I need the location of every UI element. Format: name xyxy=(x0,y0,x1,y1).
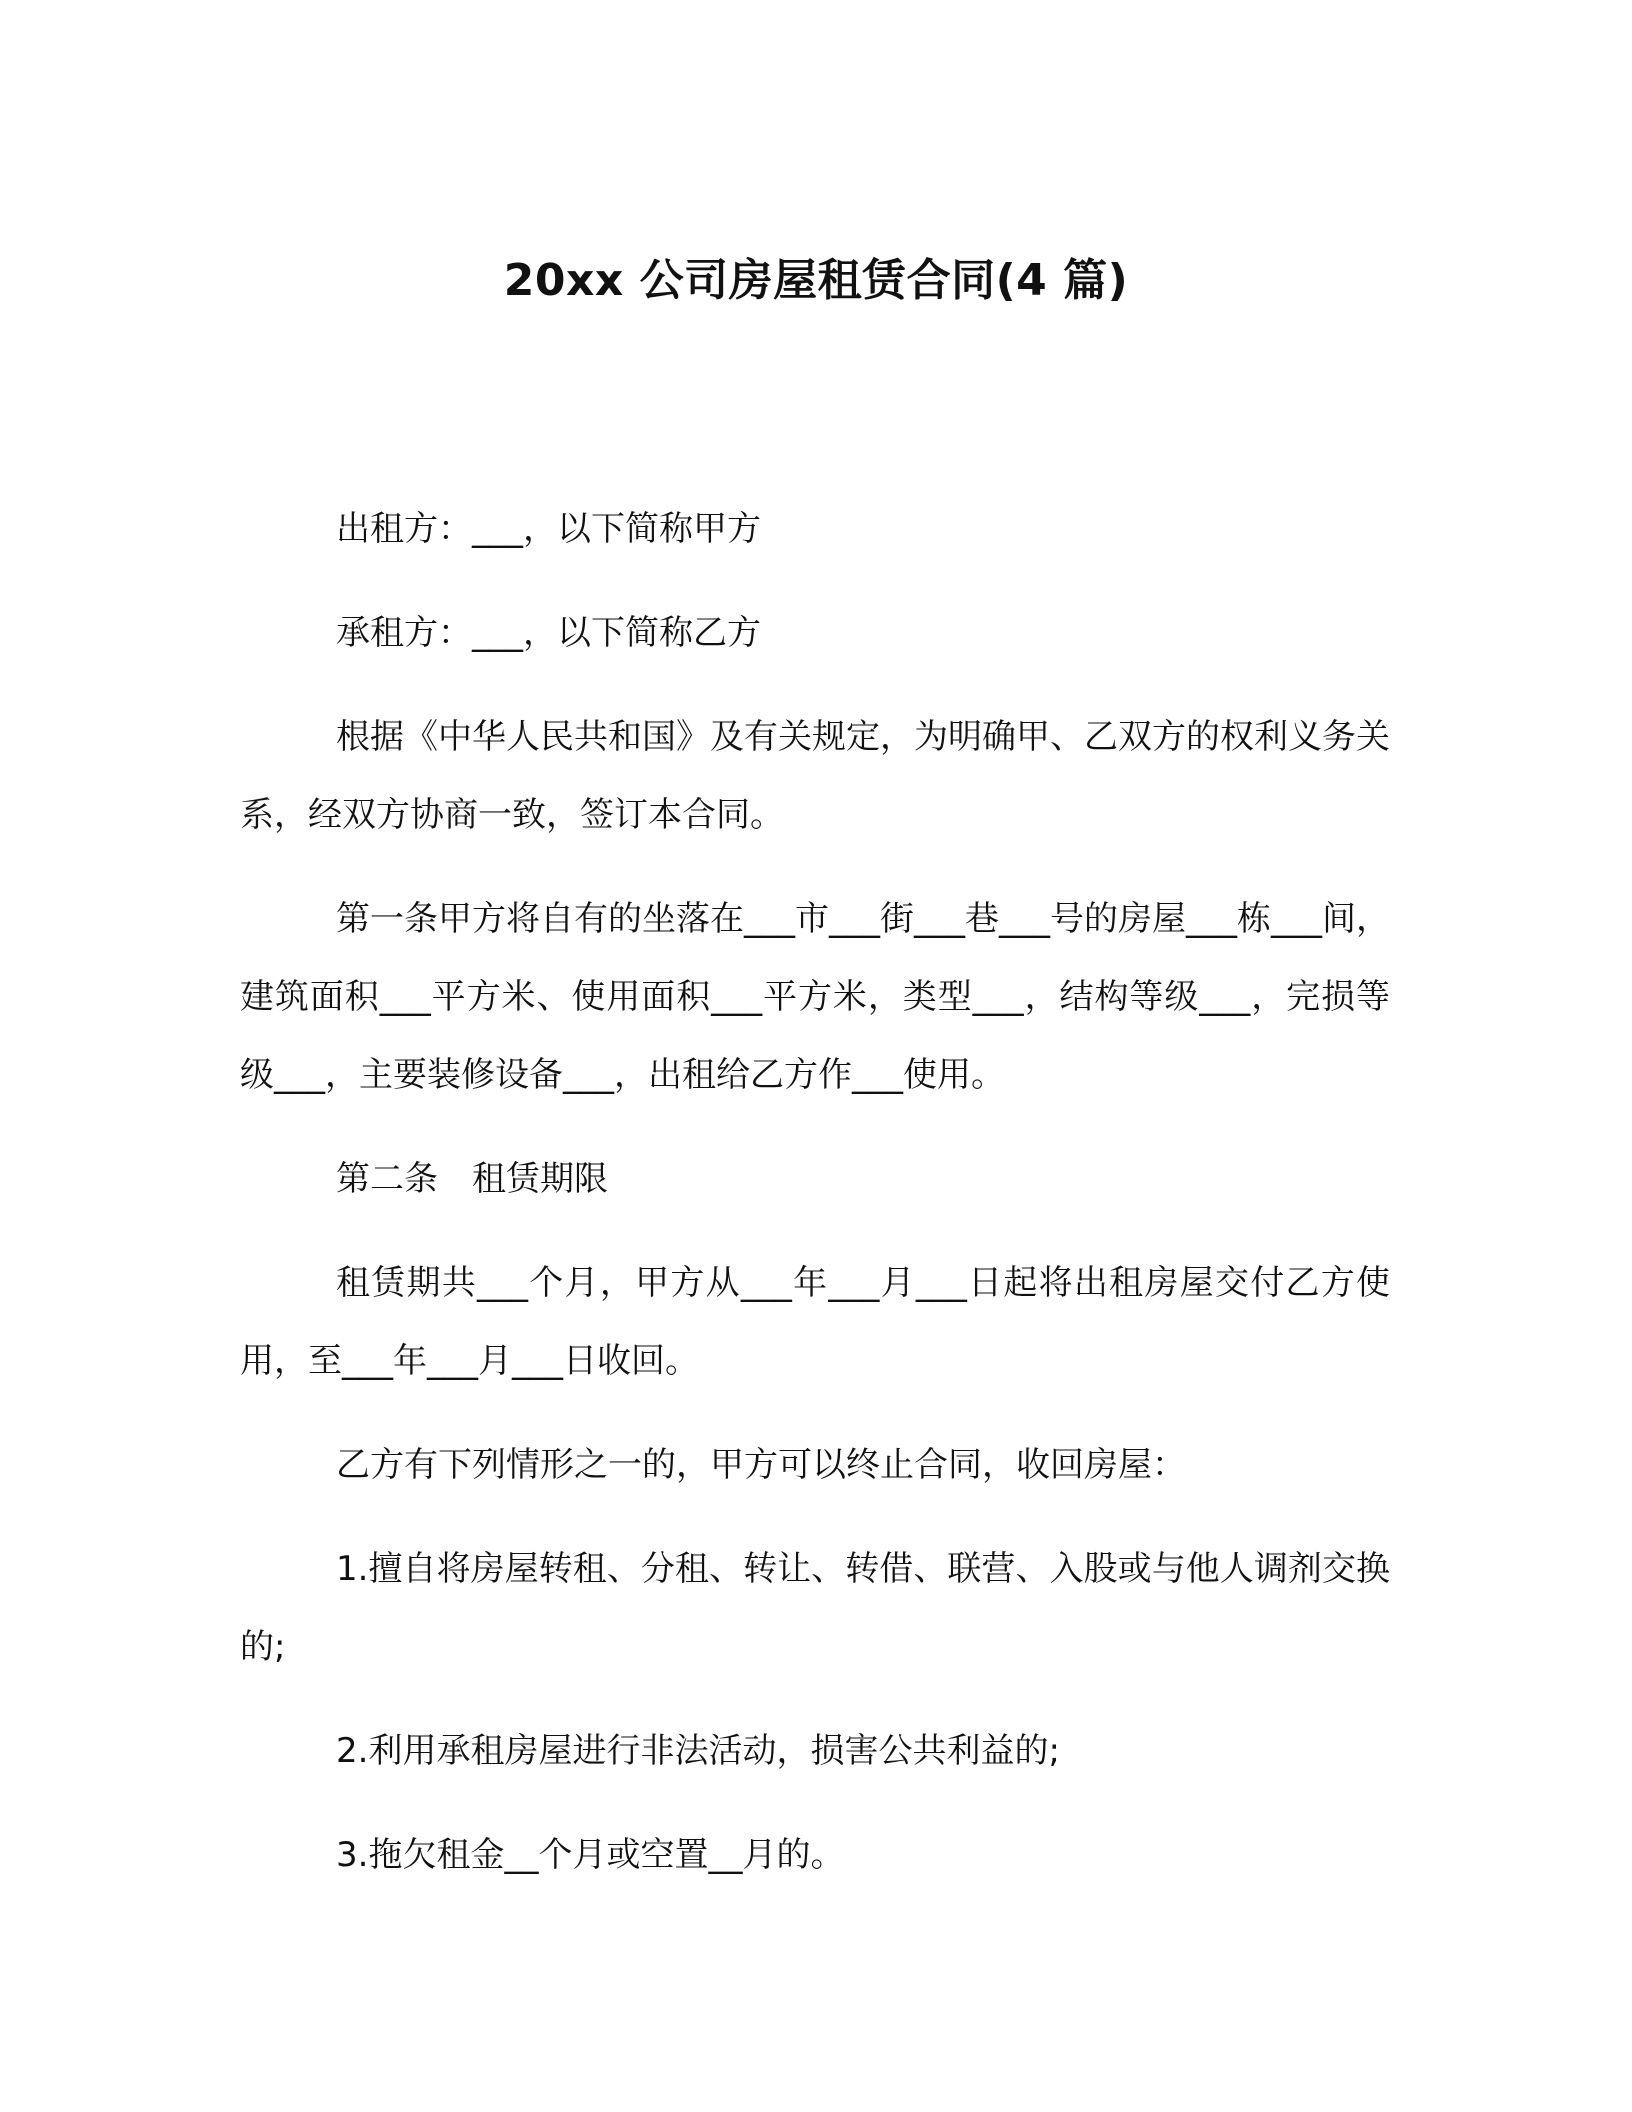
lease-term-paragraph: 租赁期共___个月，甲方从___年___月___日起将出租房屋交付乙方使用，至___年___月___日收回。 xyxy=(240,1263,1390,1381)
document-title: 20xx 公司房屋租赁合同(4 篇) xyxy=(503,255,1129,307)
preamble-paragraph: 根据《中华人民共和国》及有关规定，为明确甲、乙双方的权利义务关系，经双方协商一致，签订本合同。 xyxy=(240,717,1390,835)
article-one-paragraph: 第一条甲方将自有的坐落在___市___街___巷___号的房屋___栋___间，建筑面积___平方米、使用面积___平方米，类型___，结构等级___，完损等级___，主要装修设备___，出租给乙方作___使用。 xyxy=(240,899,1390,1095)
termination-item-1: 1.擅自将房屋转租、分租、转让、转借、联营、入股或与他人调剂交换的; xyxy=(240,1549,1390,1667)
termination-item-2: 2.利用承租房屋进行非法活动，损害公共利益的; xyxy=(336,1731,1060,1771)
lessor-line: 出租方：___，以下简称甲方 xyxy=(336,509,761,549)
lessee-line: 承租方：___，以下简称乙方 xyxy=(336,613,761,653)
termination-item-3: 3.拖欠租金__个月或空置__月的。 xyxy=(336,1835,845,1875)
termination-intro-paragraph: 乙方有下列情形之一的，甲方可以终止合同，收回房屋： xyxy=(336,1445,1186,1485)
article-two-heading: 第二条 租赁期限 xyxy=(336,1159,608,1199)
document-body xyxy=(240,490,1390,1920)
